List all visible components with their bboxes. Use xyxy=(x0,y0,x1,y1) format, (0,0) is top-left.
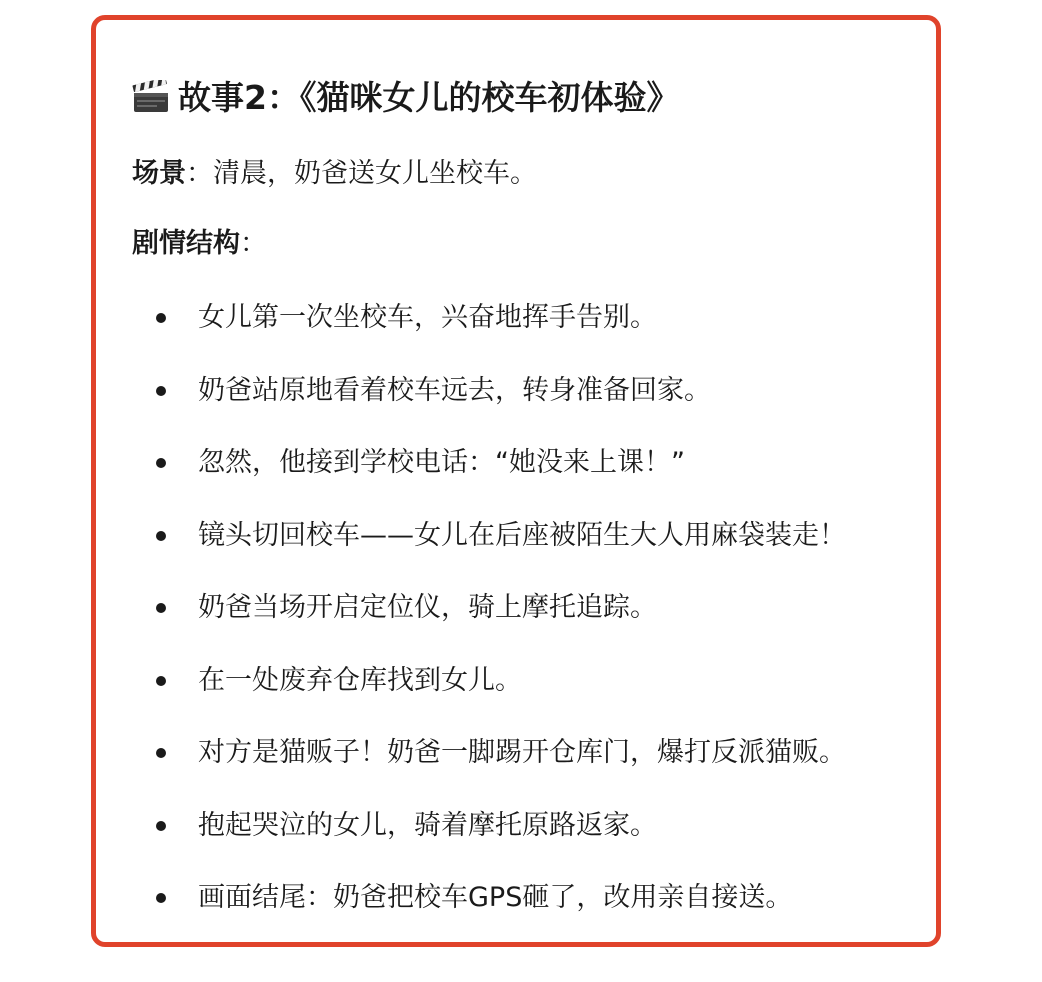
scene-label: 场景 xyxy=(132,158,186,189)
list-item-text: 对方是猫贩子！奶爸一脚踢开仓库门，爆打反派猫贩。 xyxy=(198,737,846,768)
list-item xyxy=(132,790,952,863)
list-item-text: 镜头切回校车——女儿在后座被陌生大人用麻袋装走！ xyxy=(198,519,846,551)
list-item xyxy=(132,862,952,935)
list-item-text: 忽然，他接到学校电话：“她没来上课！” xyxy=(198,447,685,478)
story-title xyxy=(132,76,679,120)
list-item-text: 画面结尾：奶爸把校车GPS砸了，改用亲自接送。 xyxy=(198,882,793,913)
list-item xyxy=(132,355,952,428)
scene-separator: ： xyxy=(186,158,213,189)
list-item xyxy=(132,427,952,500)
story-card xyxy=(91,15,941,947)
list-item-text: 抱起哭泣的女儿，骑着摩托原路返家。 xyxy=(198,809,657,841)
plot-heading xyxy=(132,226,267,262)
bullet-icon xyxy=(156,603,166,613)
plot-label: 剧情结构 xyxy=(132,228,240,259)
plot-separator: ： xyxy=(240,228,267,259)
title-text: 故事2：《猫咪女儿的校车初体验》 xyxy=(178,78,680,117)
list-item xyxy=(132,500,952,573)
list-item xyxy=(132,282,952,355)
scene-text: 清晨，奶爸送女儿坐校车。 xyxy=(213,158,537,189)
list-item-text: 奶爸站原地看着校车远去，转身准备回家。 xyxy=(198,374,711,406)
plot-list xyxy=(132,282,952,935)
bullet-icon xyxy=(156,386,166,396)
clapperboard-icon xyxy=(132,80,170,114)
list-item xyxy=(132,717,952,790)
list-item-text: 在一处废弃仓库找到女儿。 xyxy=(198,664,522,696)
bullet-icon xyxy=(156,821,166,831)
list-item xyxy=(132,645,952,718)
scene-line xyxy=(132,156,537,192)
bullet-icon xyxy=(156,893,166,903)
bullet-icon xyxy=(156,313,166,323)
list-item-text: 女儿第一次坐校车，兴奋地挥手告别。 xyxy=(198,302,657,333)
list-item-text: 奶爸当场开启定位仪，骑上摩托追踪。 xyxy=(198,592,657,623)
bullet-icon xyxy=(156,676,166,686)
bullet-icon xyxy=(156,531,166,541)
bullet-icon xyxy=(156,458,166,468)
bullet-icon xyxy=(156,748,166,758)
list-item xyxy=(132,572,952,645)
